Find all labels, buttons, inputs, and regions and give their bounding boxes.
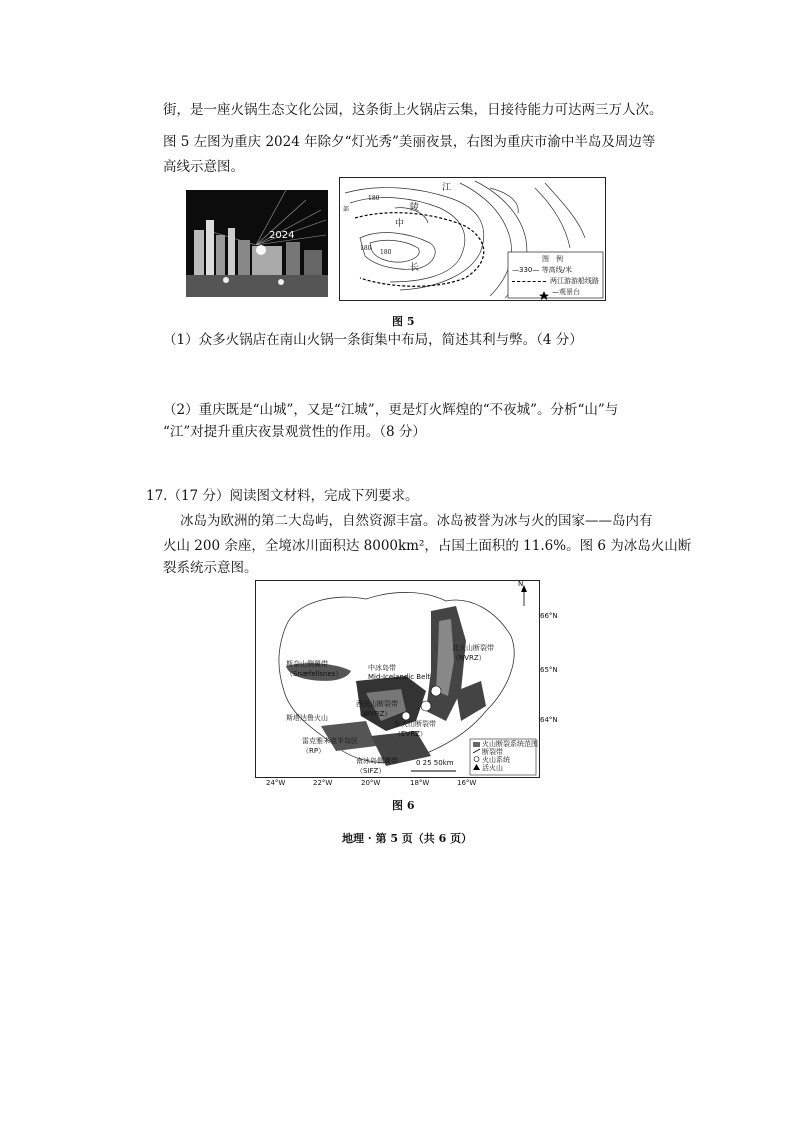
night-view-photo <box>186 190 328 297</box>
route-line-sample <box>512 281 546 282</box>
photo-2024-text: 2024 <box>269 230 295 241</box>
contour-map <box>339 177 606 301</box>
map-label-bu: 部 <box>343 206 350 213</box>
lon-label-22: 22°W <box>313 779 333 787</box>
map-label-jiang: 江 <box>442 183 452 193</box>
intro-line-2: 图 5 左图为重庆 2024 年除夕“灯光秀”美丽夜景，右图为重庆市渝中半岛及周边等 <box>163 134 656 150</box>
contour-value-1: 180 <box>368 195 380 202</box>
iceland-map <box>255 580 540 778</box>
fig6-caption: 图 6 <box>392 799 415 812</box>
zone-label-evrz: 东火山断裂带 （EVRZ） <box>394 720 436 738</box>
intro-line-1: 街，是一座火锅生态文化公园，这条街上火锅店云集，日接待能力可达两三万人次。 <box>163 102 663 118</box>
legend-swatch-volcano-system <box>474 757 479 762</box>
contour-value-3: 180 <box>380 249 392 256</box>
q16-part2-line2: “江”对提升重庆夜景观赏性的作用。（8 分） <box>163 424 426 440</box>
q16-part2-line1: （2）重庆既是“山城”，又是“江城”，更是灯火辉煌的“不夜城”。分析“山”与 <box>163 402 619 418</box>
map-label-chang: 长 <box>410 263 420 273</box>
zone-label-nvrz: 北火山断裂带 （NVRZ） <box>452 644 494 662</box>
q17-paragraph-line1: 冰岛为欧洲的第二大岛屿，自然资源丰富。冰岛被誉为冰与火的国家——岛内有 <box>180 513 653 529</box>
fig5-caption: 图 5 <box>392 315 415 328</box>
map-label-ling: 陵 <box>410 203 420 213</box>
zone-label-volcano: 斯塔达鲁火山 <box>286 714 328 722</box>
page-footer: 地理 · 第 5 页（共 6 页） <box>342 832 473 845</box>
lat-label-66: 66°N <box>540 612 558 620</box>
q17-paragraph-line2: 火山 200 余座，全境冰川面积达 8000km²，占国土面积的 11.6%。图 6 为冰岛火山断 <box>163 538 692 554</box>
legend-label-zone: 火山断裂系统范围 <box>482 740 538 748</box>
scale-label: 0 25 50km <box>416 759 454 767</box>
lat-label-65: 65°N <box>540 666 558 674</box>
north-label: N <box>518 580 524 588</box>
zone-label-snaefellsnes: 斯奈山侧翼带 （Snæfellsnes） <box>286 660 343 678</box>
map-label-zhong: 中 <box>395 219 405 229</box>
zone-label-mid-icelandic-belt: 中冰岛带 Mid-Icelandic Belt <box>368 664 431 681</box>
legend-label-active-volcano: 活火山 <box>482 764 503 772</box>
skyline-illustration <box>186 190 328 297</box>
lon-label-18: 18°W <box>410 779 430 787</box>
fig5-legend-title: 图 例 <box>542 255 563 263</box>
lon-label-16: 16°W <box>457 779 477 787</box>
lon-label-24: 24°W <box>266 779 286 787</box>
legend-label-volcano-system: 火山系统 <box>482 756 510 764</box>
fig5-legend-contour: —330— 等高线/米 <box>512 266 572 274</box>
q17-paragraph-line3: 裂系统示意图。 <box>163 560 258 576</box>
fig5-legend-route: 两江游游船线路 <box>550 277 599 285</box>
legend-swatch-zone <box>473 742 480 747</box>
zone-label-rp: 雷克雅未克半岛区 （RP） <box>302 737 358 755</box>
lat-label-64: 64°N <box>540 716 558 724</box>
q17-heading: 17.（17 分）阅读图文材料，完成下列要求。 <box>146 488 419 504</box>
fig5-legend-viewpoint: —观景台 <box>552 288 580 296</box>
q16-part1: （1）众多火锅店在南山火锅一条街集中布局，简述其利与弊。（4 分） <box>163 332 583 348</box>
legend-label-rift: 断裂带 <box>482 748 503 756</box>
contour-value-2: 180 <box>360 245 372 252</box>
zone-label-sifz: 南冰岛侧翼带 （SIFZ） <box>356 757 398 775</box>
lon-label-20: 20°W <box>361 779 381 787</box>
zone-label-wvrz: 西火山断裂带 （WVRZ） <box>356 700 398 718</box>
intro-line-3: 高线示意图。 <box>163 159 244 175</box>
